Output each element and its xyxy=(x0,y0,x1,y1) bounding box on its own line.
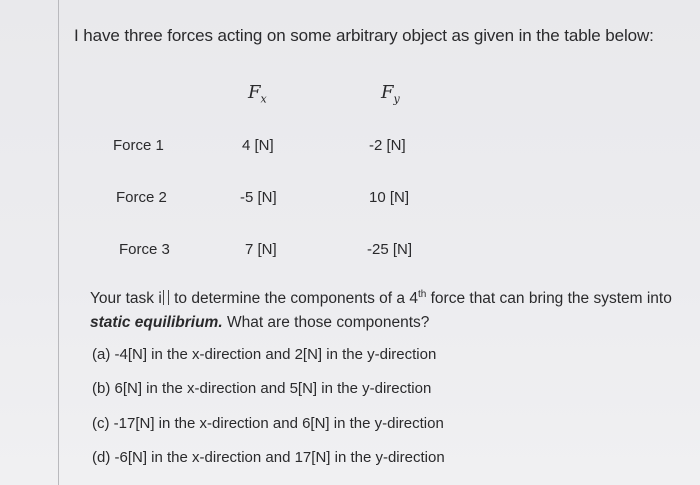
cell-fx: 4 [N] xyxy=(242,137,274,154)
task-superscript: th xyxy=(417,288,427,300)
task-bold-text: static equilibrium. xyxy=(90,314,223,331)
row-label: Force 1 xyxy=(113,137,164,154)
task-text: force that can bring the system into xyxy=(426,290,672,307)
task-paragraph xyxy=(90,287,672,335)
header-fx-base: F xyxy=(248,82,261,103)
option-d[interactable]: (d) -6[N] in the x-direction and 17[N] in the y-direction xyxy=(92,449,445,466)
header-fy-sub: y xyxy=(393,92,400,106)
header-fy xyxy=(381,82,400,106)
task-text: What are those components? xyxy=(222,314,430,331)
cell-fy: -2 [N] xyxy=(369,137,406,154)
task-text: Your task i xyxy=(90,290,162,307)
row-label: Force 2 xyxy=(116,189,167,206)
header-fx xyxy=(248,82,267,106)
task-text: to determine the components of a 4 xyxy=(169,290,418,307)
text-cursor-icon xyxy=(163,290,169,305)
cell-fx: -5 [N] xyxy=(240,189,277,206)
cell-fy: 10 [N] xyxy=(369,189,410,206)
row-label: Force 3 xyxy=(119,241,170,258)
option-c[interactable]: (c) -17[N] in the x-direction and 6[N] in the y-direction xyxy=(92,415,444,432)
intro-text: I have three forces acting on some arbitrary object as given in the table below: xyxy=(74,26,654,45)
option-b[interactable]: (b) 6[N] in the x-direction and 5[N] in the y-direction xyxy=(92,380,432,397)
option-a[interactable]: (a) -4[N] in the x-direction and 2[N] in the y-direction xyxy=(92,346,437,363)
header-fx-sub: x xyxy=(260,92,267,106)
cell-fx: 7 [N] xyxy=(245,241,277,258)
header-fy-base: F xyxy=(381,82,394,103)
cell-fy: -25 [N] xyxy=(367,241,413,258)
